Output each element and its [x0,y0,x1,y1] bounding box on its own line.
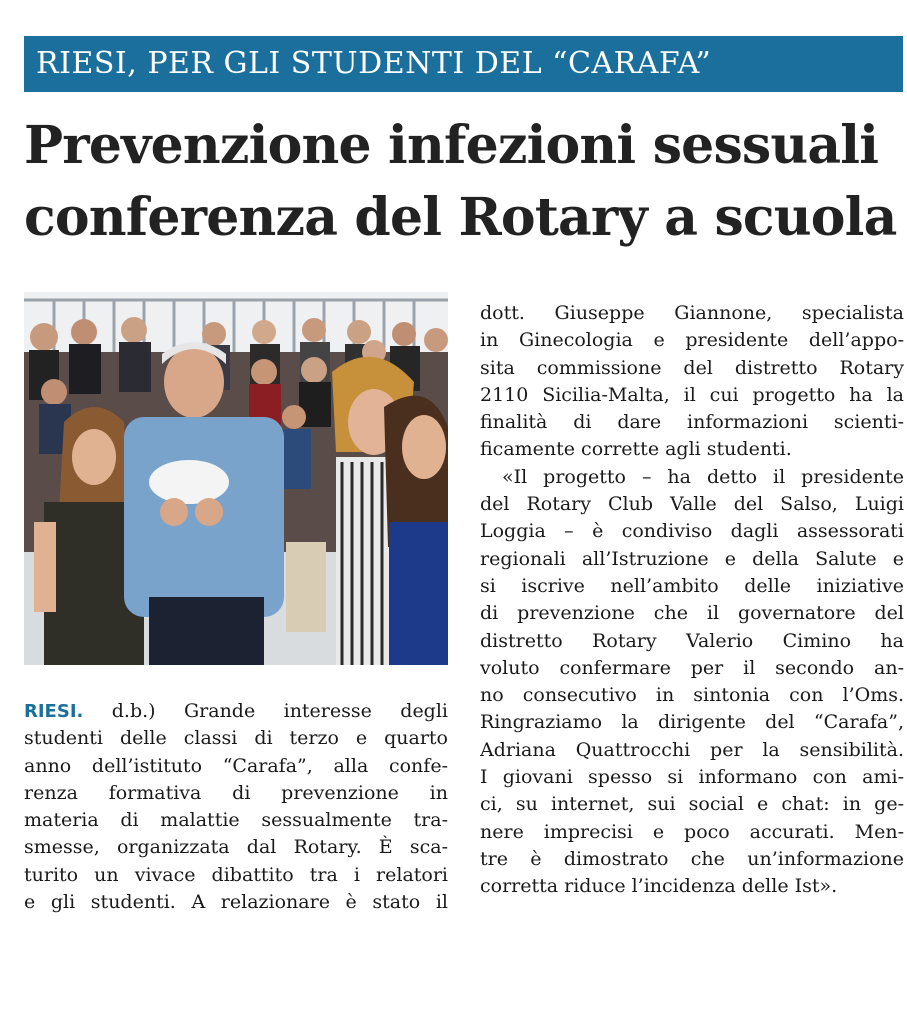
left-line-5: materia di malattie sessualmente tra- [24,809,448,832]
right-line-16: Ringraziamo la dirigente del “Carafa”, [480,711,904,734]
left-line-6: smesse, organizzata dal Rotary. È sca- [24,836,448,859]
right-line-17: Adriana Quattrocchi per la sensibilità. [480,738,904,761]
right-line-3: sita commissione del distretto Rotary [480,356,904,379]
headline-line-2: conferenza del Rotary a scuola [24,187,897,248]
headline-line-1: Prevenzione infezioni sessuali [24,115,879,176]
right-line-12: di prevenzione che il governatore del [480,602,904,625]
left-line-7: turito un vivace dibattito tra i relatori [24,863,448,886]
right-line-13: distretto Rotary Valerio Cimino ha [480,629,904,652]
left-line-4: renza formativa di prevenzione in [24,781,448,804]
left-line-8: e gli studenti. A relazionare è stato il [24,891,448,914]
dateline: RIESI. [24,701,84,722]
right-line-4: 2110 Sicilia-Malta, il cui progetto ha la [480,383,904,406]
right-line-21: tre è dimostrato che un’informazione [480,847,904,870]
left-line-1-text: d.b.) Grande interesse degli [111,700,448,722]
section-kicker: RIESI, PER GLI STUDENTI DEL “CARAFA” [24,36,903,92]
right-line-2: in Ginecologia e presidente dell’appo- [480,329,904,352]
left-line-2: studenti delle classi di terzo e quarto [24,727,448,750]
right-line-7: «Il progetto – ha detto il presidente [502,465,904,488]
left-line-3: anno dell’istituto “Carafa”, alla confe- [24,754,448,777]
right-line-10: regionali all’Istruzione e della Salute e [480,547,904,570]
headline [24,110,903,254]
right-line-20: nere imprecisi e poco accurati. Men- [480,820,904,843]
right-line-9: Loggia – è condiviso dagli assessorati [480,520,904,543]
right-line-1: dott. Giuseppe Giannone, specialista [480,302,904,324]
right-line-15: no consecutivo in sintonia con l’Oms. [480,684,904,707]
left-line-1 [24,698,448,725]
right-line-18: I giovani spesso si informano con ami- [480,766,904,789]
right-line-19: ci, su internet, sui social e chat: in ge- [480,793,904,816]
right-column [480,300,904,901]
article-photo [24,292,448,665]
right-line-6: ficamente corrette agli studenti. [480,438,792,461]
right-line-14: voluto confermare per il secondo an- [480,656,904,679]
right-line-5: finalità di dare informazioni scienti- [480,411,904,434]
right-line-22: corretta riduce l’incidenza delle Ist». [480,875,838,898]
left-column [24,698,448,916]
right-line-11: si iscrive nell’ambito delle iniziative [480,574,904,597]
right-line-8: del Rotary Club Valle del Salso, Luigi [480,493,904,516]
